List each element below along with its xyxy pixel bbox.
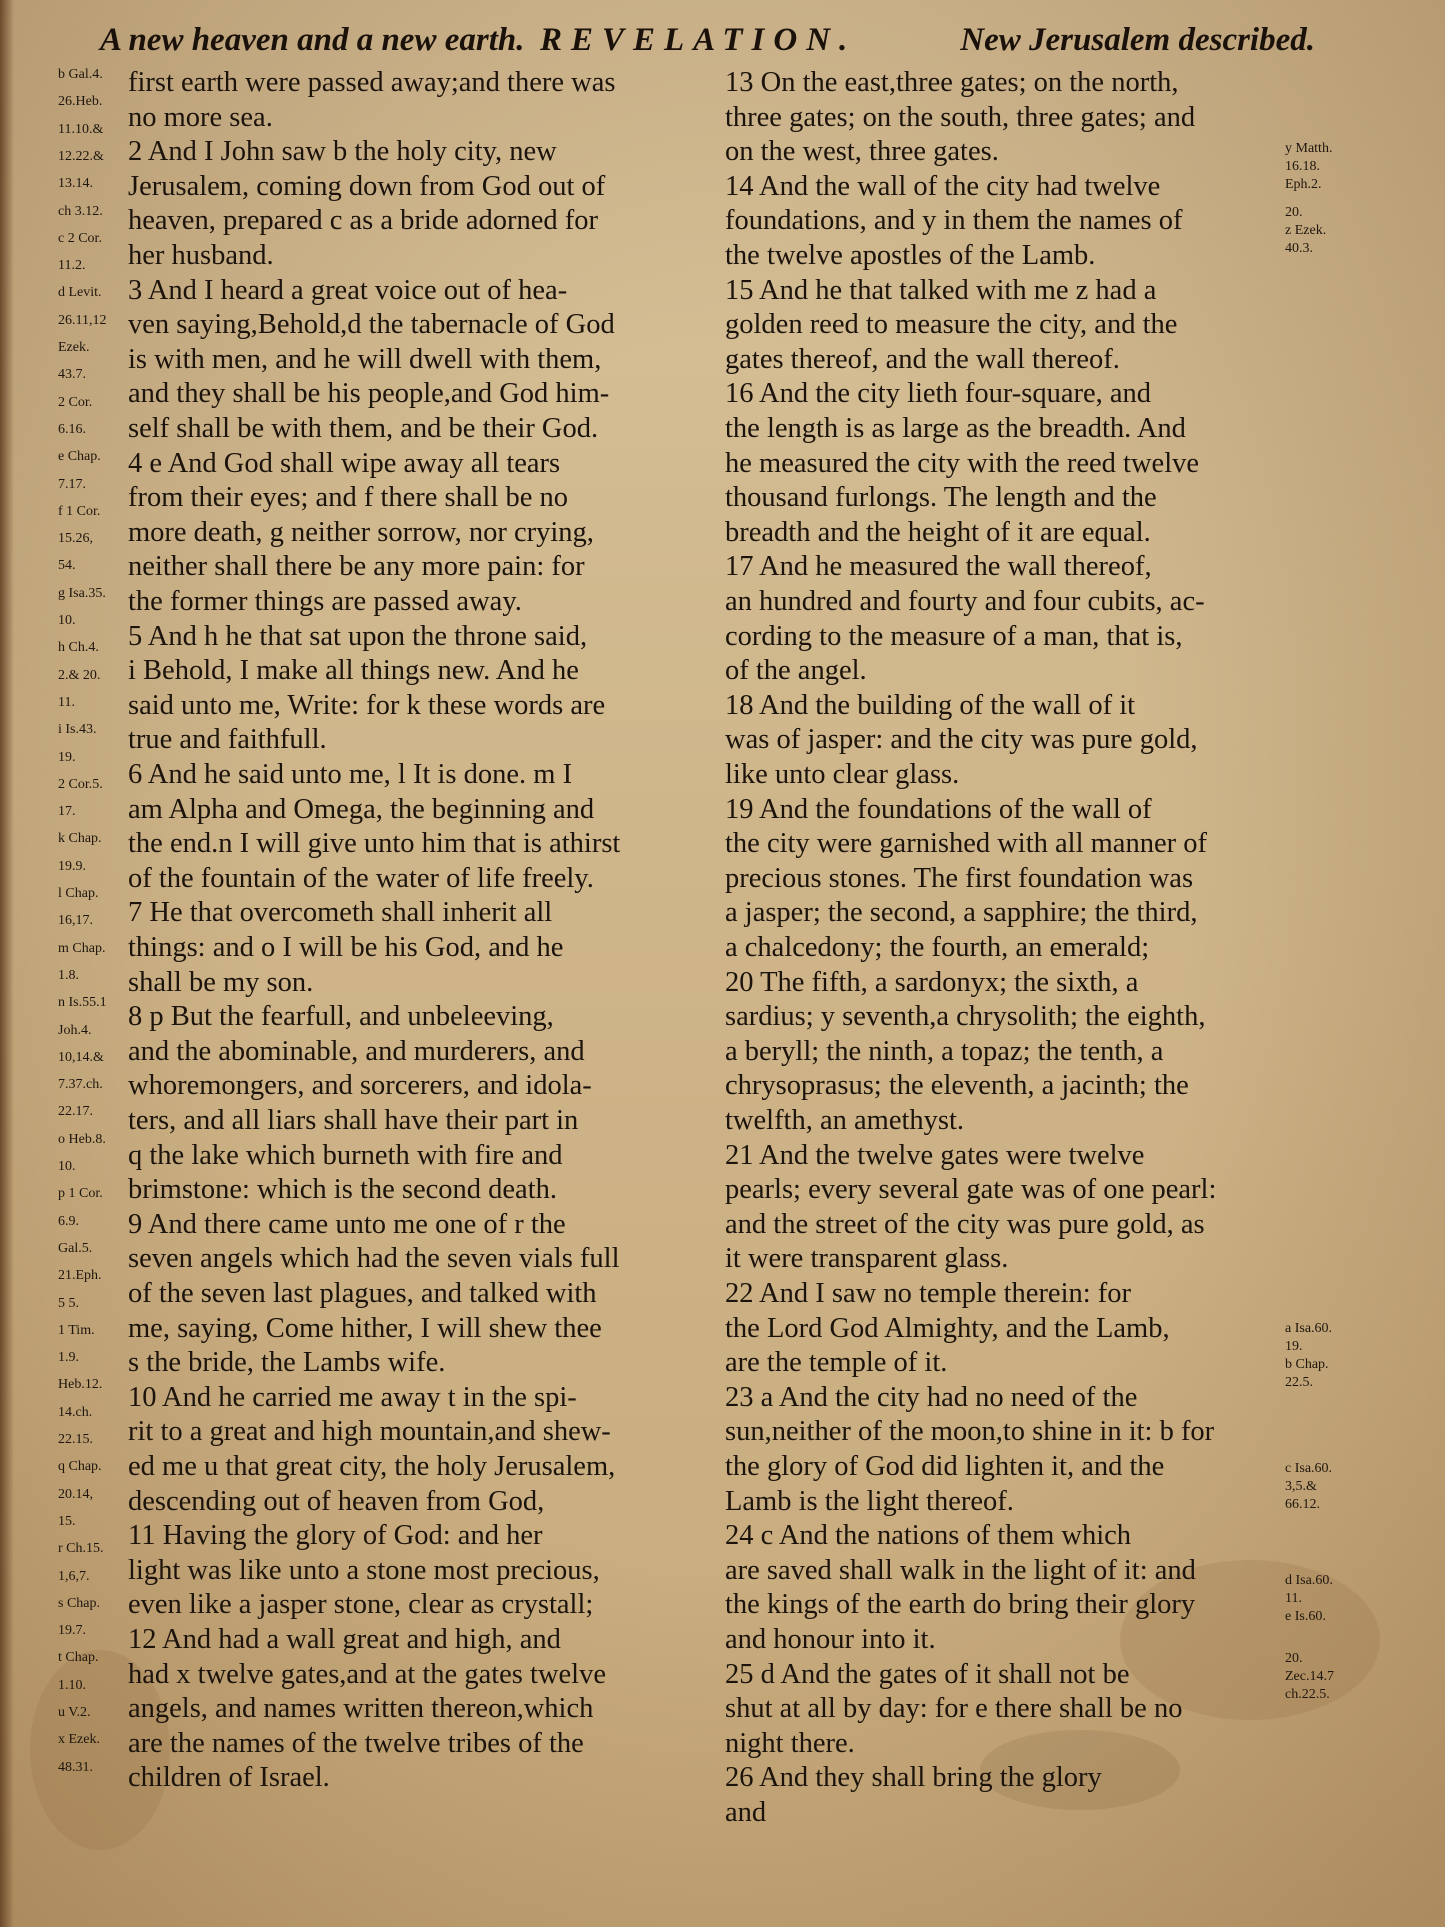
text-line: true and faithfull.	[128, 724, 327, 756]
margin-note: Heb.12.	[58, 1377, 103, 1393]
margin-note: x Ezek.	[58, 1732, 100, 1748]
text-line: 10 And he carried me away t in the spi-	[128, 1381, 577, 1413]
text-line: 19 And the foundations of the wall of	[725, 793, 1152, 825]
text-line: three gates; on the south, three gates; and	[725, 101, 1196, 133]
margin-note: n Is.55.1	[58, 995, 107, 1011]
text-line: light was like unto a stone most precious,	[128, 1554, 600, 1586]
text-line: heaven, prepared c as a bride adorned for	[128, 205, 598, 237]
text-line: 13 On the east,three gates; on the north,	[725, 67, 1179, 98]
text-line: the former things are passed away.	[128, 586, 522, 617]
text-line: 21 And the twelve gates were twelve	[725, 1139, 1145, 1171]
margin-note: r Ch.15.	[58, 1541, 104, 1557]
text-line: no more sea.	[128, 101, 273, 133]
margin-note: 6.9.	[58, 1213, 79, 1229]
margin-note: s Chap.	[58, 1595, 100, 1611]
margin-note: 7.17.	[58, 476, 86, 492]
text-line: the Lord God Almighty, and the Lamb,	[725, 1312, 1170, 1344]
margin-note: a Isa.60.	[1285, 1321, 1333, 1336]
margin-note: 17.	[58, 804, 76, 820]
margin-note: 15.	[58, 1513, 76, 1529]
text-line: 5 And h he that sat upon the throne said,	[128, 620, 588, 652]
text-line: more death, g neither sorrow, nor crying,	[128, 516, 594, 548]
margin-note: 2.& 20.	[58, 667, 101, 683]
text-line: are the names of the twelve tribes of the	[128, 1727, 584, 1759]
margin-note: 1,6,7.	[58, 1568, 90, 1584]
text-line: and the street of the city was pure gold, as	[725, 1208, 1205, 1240]
text-line: self shall be with them, and be their God.	[128, 413, 599, 444]
text-line: ters, and all liars shall have their part in	[128, 1105, 579, 1136]
margin-note: z Ezek.	[1285, 223, 1327, 238]
page-edge-shadow	[0, 0, 14, 1927]
text-line: me, saying, Come hither, I will shew thee	[128, 1312, 602, 1344]
text-line: foundations, and y in them the names of	[725, 205, 1183, 237]
text-line: 16 And the city lieth four-square, and	[725, 378, 1152, 410]
text-line: like unto clear glass.	[725, 759, 960, 790]
text-line: seven angels which had the seven vials full	[128, 1243, 620, 1275]
text-line: her husband.	[128, 240, 274, 271]
margin-note: i Is.43.	[58, 722, 97, 738]
margin-note: 11.	[1285, 1591, 1302, 1606]
text-line: neither shall there be any more pain: for	[128, 551, 585, 583]
text-line: of the angel.	[725, 655, 867, 687]
text-line: whoremongers, and sorcerers, and idola-	[128, 1070, 592, 1102]
text-line: brimstone: which is the second death.	[128, 1174, 557, 1206]
margin-note: 11.10.&	[58, 121, 104, 137]
header-right: New Jerusalem described.	[960, 22, 1315, 58]
text-line: 22 And I saw no temple therein: for	[725, 1278, 1132, 1309]
text-line: 3 And I heard a great voice out of hea-	[128, 274, 568, 306]
text-line: angels, and names written thereon,which	[128, 1693, 594, 1725]
text-line: 24 c And the nations of them which	[725, 1520, 1132, 1552]
margin-note: 5 5.	[58, 1295, 79, 1311]
margin-note: o Heb.8.	[58, 1131, 106, 1147]
margin-note: b Gal.4.	[58, 67, 103, 82]
margin-note: 26.Heb.	[58, 94, 103, 110]
text-line: a chalcedony; the fourth, an emerald;	[725, 932, 1150, 963]
text-line: 12 And had a wall great and high, and	[128, 1624, 561, 1655]
text-line: 11 Having the glory of God: and her	[128, 1520, 543, 1552]
margin-note: y Matth.	[1285, 141, 1333, 156]
text-line: first earth were passed away;and there was	[128, 67, 616, 98]
text-line: Lamb is the light thereof.	[725, 1485, 1014, 1517]
margin-note: 1 Tim.	[58, 1322, 95, 1338]
text-line: the kings of the earth do bring their glory	[725, 1589, 1196, 1621]
margin-note: 19.7.	[58, 1623, 86, 1639]
margin-note: 3,5.&	[1285, 1479, 1317, 1494]
margin-note: 13.14.	[58, 176, 93, 192]
margin-note: 21.Eph.	[58, 1268, 102, 1284]
text-line: ven saying,Behold,d the tabernacle of God	[128, 309, 615, 341]
text-line: s the bride, the Lambs wife.	[128, 1347, 446, 1379]
text-line: said unto me, Write: for k these words are	[128, 689, 606, 721]
text-line: Jerusalem, coming down from God out of	[128, 170, 606, 202]
text-line: a beryll; the ninth, a topaz; the tenth, a	[725, 1035, 1164, 1067]
margin-note: Joh.4.	[58, 1022, 92, 1038]
margin-note: 11.2.	[58, 258, 86, 274]
margin-note: 12.22.&	[58, 148, 104, 164]
text-line: 20 The fifth, a sardonyx; the sixth, a	[725, 966, 1139, 998]
margin-note: l Chap.	[58, 886, 99, 901]
margin-note: d Levit.	[58, 285, 102, 301]
text-line: 23 a And the city had no need of the	[725, 1381, 1138, 1413]
margin-note: 19.	[1285, 1339, 1303, 1354]
margin-note: 43.7.	[58, 367, 86, 383]
text-line: are the temple of it.	[725, 1347, 948, 1379]
margin-note: 22.15.	[58, 1432, 93, 1447]
margin-note: 16.18.	[1285, 159, 1320, 174]
text-line: an hundred and fourty and four cubits, ac-	[725, 586, 1205, 617]
text-line: and they shall be his people,and God him-	[128, 378, 610, 410]
text-line: things: and o I will be his God, and he	[128, 932, 564, 963]
margin-note: p 1 Cor.	[58, 1186, 103, 1202]
running-header	[100, 18, 1315, 68]
text-line: 7 He that overcometh shall inherit all	[128, 897, 553, 929]
margin-note: h Ch.4.	[58, 640, 99, 656]
text-line: i Behold, I make all things new. And he	[128, 655, 579, 687]
margin-note: 54.	[58, 558, 76, 574]
margin-note: k Chap.	[58, 831, 102, 847]
margin-note: 19.	[58, 749, 76, 765]
margin-note: 1.9.	[58, 1350, 79, 1366]
margin-note: e Chap.	[58, 449, 101, 465]
text-line: precious stones. The first foundation was	[725, 862, 1194, 894]
text-line: was of jasper: and the city was pure gold,	[725, 724, 1198, 756]
margin-note: 22.17.	[58, 1104, 93, 1120]
margin-note: 7.37.ch.	[58, 1077, 103, 1093]
margin-note: 66.12.	[1285, 1497, 1320, 1512]
text-line: a jasper; the second, a sapphire; the third,	[725, 897, 1198, 929]
text-line: the city were garnished with all manner of	[725, 828, 1207, 860]
text-line: pearls; every several gate was of one pearl:	[725, 1174, 1217, 1206]
text-line: he measured the city with the reed twelve	[725, 447, 1200, 479]
margin-note: 15.26,	[58, 531, 93, 547]
margin-note: c 2 Cor.	[58, 230, 102, 246]
text-line: and the abominable, and murderers, and	[128, 1035, 585, 1067]
margin-note: ch.22.5.	[1285, 1687, 1330, 1702]
text-line: cording to the measure of a man, that is,	[725, 620, 1183, 652]
text-line: it were transparent glass.	[725, 1243, 1009, 1275]
margin-note: Eph.2.	[1285, 177, 1322, 192]
text-line: sardius; y seventh,a chrysolith; the eighth,	[725, 1001, 1206, 1033]
margin-note: 14.ch.	[58, 1404, 93, 1420]
margin-note: 10.	[58, 613, 76, 628]
text-line: sun,neither of the moon,to shine in it: b for	[725, 1416, 1215, 1448]
margin-note: c Isa.60.	[1285, 1461, 1333, 1476]
text-line: the glory of God did lighten it, and the	[725, 1451, 1165, 1482]
margin-note: 11.	[58, 694, 75, 710]
text-line: 26 And they shall bring the glory	[725, 1762, 1102, 1794]
text-line: twelfth, an amethyst.	[725, 1105, 965, 1136]
margin-note: e Is.60.	[1285, 1609, 1326, 1624]
text-line: 2 And I John saw b the holy city, new	[128, 136, 557, 168]
margin-note: 19.9.	[58, 858, 86, 874]
margin-note: 20.	[1285, 205, 1303, 220]
text-line: thousand furlongs. The length and the	[725, 482, 1157, 514]
text-line: 8 p But the fearfull, and unbeleeving,	[128, 1001, 554, 1033]
text-line: chrysoprasus; the eleventh, a jacinth; the	[725, 1070, 1189, 1102]
margin-note: t Chap.	[58, 1650, 99, 1666]
text-line: the twelve apostles of the Lamb.	[725, 240, 1096, 271]
text-line: children of Israel.	[128, 1762, 330, 1794]
text-line: q the lake which burneth with fire and	[128, 1139, 563, 1171]
margin-note: ch 3.12.	[58, 203, 103, 219]
text-line: 6 And he said unto me, l It is done. m I	[128, 759, 573, 790]
text-line: breadth and the height of it are equal.	[725, 516, 1151, 548]
text-line: is with men, and he will dwell with them,	[128, 343, 602, 375]
margin-note: 48.31.	[58, 1759, 93, 1775]
text-line: shall be my son.	[128, 966, 314, 998]
margin-note: g Isa.35.	[58, 585, 106, 601]
margin-note: Ezek.	[58, 340, 90, 355]
text-line: 9 And there came unto me one of r the	[128, 1208, 566, 1240]
text-line: 4 e And God shall wipe away all tears	[128, 447, 561, 479]
margin-note: m Chap.	[58, 940, 106, 956]
margin-note: 1.8.	[58, 967, 79, 983]
margin-note: f 1 Cor.	[58, 503, 101, 519]
margin-note: 10.	[58, 1159, 76, 1174]
margin-note: q Chap.	[58, 1459, 102, 1475]
margin-note: Zec.14.7	[1285, 1669, 1334, 1684]
margin-note: 16,17.	[58, 913, 93, 929]
text-line: gates thereof, and the wall thereof.	[725, 343, 1120, 375]
text-line: and	[725, 1797, 767, 1828]
margin-note: 2 Cor.5.	[58, 776, 103, 792]
margin-note: 22.5.	[1285, 1375, 1313, 1390]
margin-note: 40.3.	[1285, 241, 1313, 256]
text-line: 25 d And the gates of it shall not be	[725, 1658, 1130, 1690]
text-line: shut at all by day: for e there shall be no	[725, 1693, 1183, 1725]
text-line: 15 And he that talked with me z had a	[725, 274, 1157, 306]
text-line: the length is as large as the breadth. And	[725, 413, 1186, 444]
text-line: even like a jasper stone, clear as crystall;	[128, 1589, 594, 1621]
text-line: night there.	[725, 1727, 855, 1759]
text-line: on the west, three gates.	[725, 136, 999, 168]
margin-note: u V.2.	[58, 1705, 91, 1720]
margin-note: 10,14.&	[58, 1049, 104, 1065]
text-line: are saved shall walk in the light of it: and	[725, 1554, 1196, 1586]
text-line: ed me u that great city, the holy Jerusalem,	[128, 1451, 616, 1482]
text-line: descending out of heaven from God,	[128, 1485, 545, 1517]
text-line: the end.n I will give unto him that is athirst	[128, 828, 621, 860]
text-line: 14 And the wall of the city had twelve	[725, 170, 1161, 202]
text-line: of the fountain of the water of life freely.	[128, 862, 594, 894]
text-line: 17 And he measured the wall thereof,	[725, 551, 1152, 583]
margin-note: 20.14,	[58, 1486, 93, 1502]
margin-note: Gal.5.	[58, 1240, 93, 1256]
margin-note: 20.	[1285, 1651, 1303, 1666]
margin-note: d Isa.60.	[1285, 1573, 1333, 1588]
header-left: A new heaven and a new earth.	[100, 22, 525, 58]
margin-note: 1.10.	[58, 1677, 86, 1693]
text-line: golden reed to measure the city, and the	[725, 309, 1178, 341]
header-book-title: REVELATION.	[540, 22, 857, 58]
text-line: and honour into it.	[725, 1624, 936, 1655]
text-line: am Alpha and Omega, the beginning and	[128, 793, 595, 825]
margin-note: b Chap.	[1285, 1357, 1329, 1372]
text-line: 18 And the building of the wall of it	[725, 689, 1136, 721]
margin-note: 6.16.	[58, 421, 86, 437]
text-line: had x twelve gates,and at the gates twelve	[128, 1658, 606, 1690]
margin-note: 26.11,12	[58, 312, 107, 328]
text-line: from their eyes; and f there shall be no	[128, 482, 569, 514]
text-line: of the seven last plagues, and talked with	[128, 1278, 597, 1309]
text-line: rit to a great and high mountain,and shew-	[128, 1416, 611, 1448]
margin-note: 2 Cor.	[58, 394, 93, 410]
